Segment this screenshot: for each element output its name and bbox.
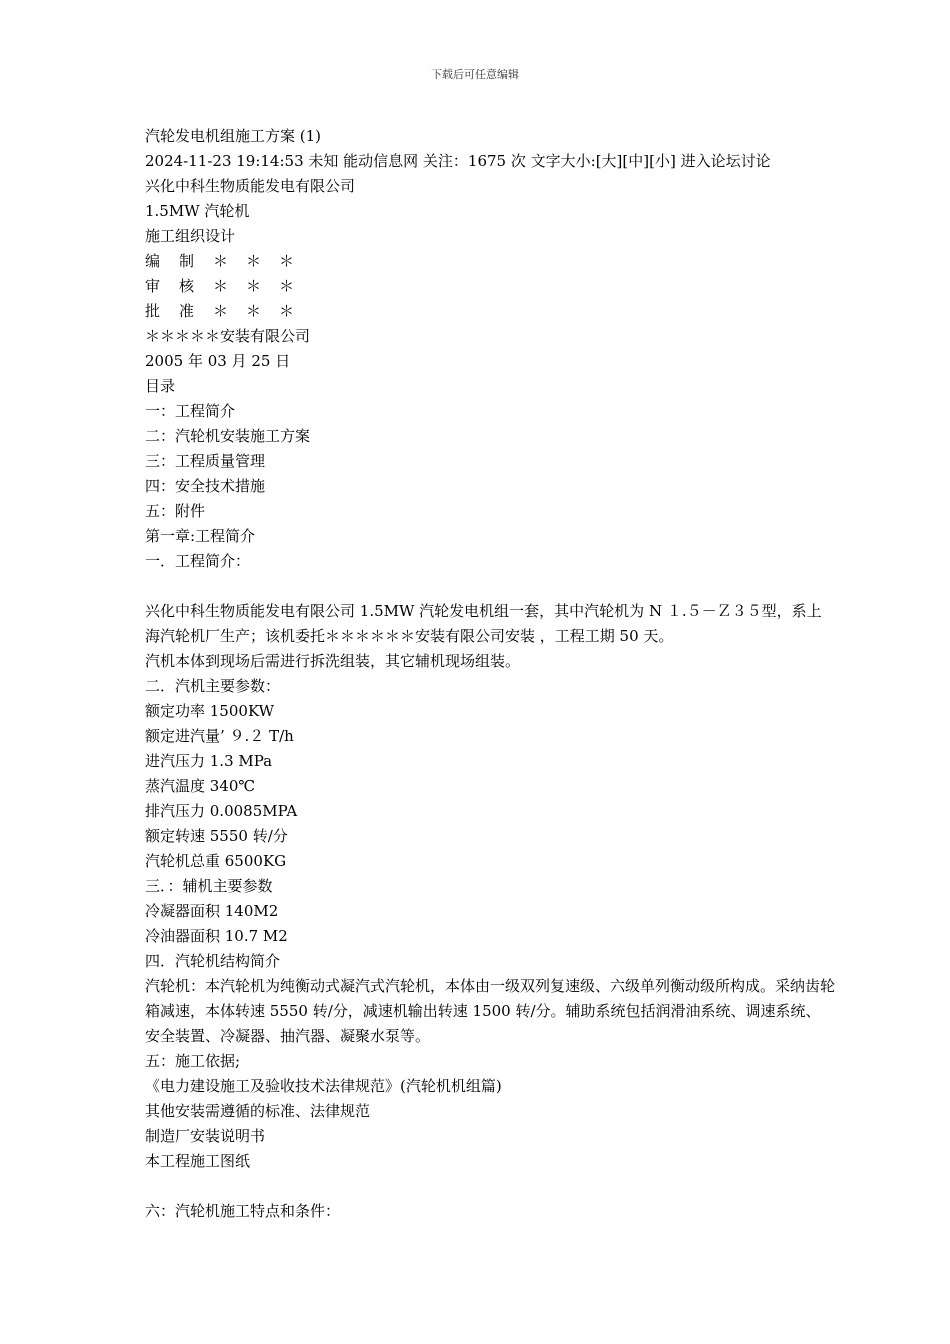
aux-param-item: 冷油器面积 10.7 M2 xyxy=(145,927,288,945)
sign-star: ＊ xyxy=(279,277,295,295)
toc-item: 三：工程质量管理 xyxy=(145,452,266,470)
toc-item: 五：附件 xyxy=(145,502,206,520)
basis-item: 本工程施工图纸 xyxy=(145,1152,251,1170)
param-item: 蒸汽温度 340℃ xyxy=(145,777,256,795)
chapter-heading: 第一章:工程简介 xyxy=(145,527,256,545)
sign-label-char: 准 xyxy=(179,302,195,320)
sign-label-char: 核 xyxy=(179,277,195,295)
doc-meta: 2024-11-23 19:14:53 未知 能动信息网 关注：1675 次 文字大小:[大][中][小] 进入论坛讨论 xyxy=(145,152,771,170)
sign-row-review xyxy=(145,274,835,299)
turbine-model: 1.5MW 汽轮机 xyxy=(145,202,250,220)
toc-item: 四：安全技术措施 xyxy=(145,477,266,495)
sign-label-char: 审 xyxy=(145,277,161,295)
param-item: 汽轮机总重 6500KG xyxy=(145,852,287,870)
section-heading: 六：汽轮机施工特点和条件： xyxy=(145,1202,341,1220)
sign-row-approve xyxy=(145,299,835,324)
sign-star: ＊ xyxy=(279,252,295,270)
toc-title: 目录 xyxy=(145,377,176,395)
paragraph: 兴化中科生物质能发电有限公司 1.5MW 汽轮发电机组一套，其中汽轮机为 N １.５－Ｚ３５型，系上海汽轮机厂生产；该机委托＊＊＊＊＊＊安装有限公司安装 ，工程工期 50 天。 xyxy=(145,602,822,645)
blank-line xyxy=(145,574,835,599)
sign-star: ＊ xyxy=(246,302,262,320)
paragraph: 汽轮机：本汽轮机为纯衡动式凝汽式汽轮机，本体由一级双列复速级、六级单列衡动级所构成。采纳齿轮箱减速，本体转速 5550 转/分，减速机输出转速 1500 转/分。辅助系统包括润滑油系统、调速系统、安全装置、冷凝器、抽汽器、凝聚水泵等。 xyxy=(145,977,836,1045)
sign-row-compile xyxy=(145,249,835,274)
section-heading: 五：施工依据; xyxy=(145,1052,241,1070)
company-name: 兴化中科生物质能发电有限公司 xyxy=(145,177,356,195)
section-heading: 一．工程简介： xyxy=(145,552,251,570)
document-body xyxy=(145,124,835,1224)
toc-item: 一：工程简介 xyxy=(145,402,236,420)
section-heading: 二．汽机主要参数： xyxy=(145,677,281,695)
page-header-note: 下载后可任意编辑 xyxy=(431,68,519,81)
sign-star: ＊ xyxy=(246,277,262,295)
sign-star: ＊ xyxy=(246,252,262,270)
param-item: 额定进汽量’ ９.２ T/h xyxy=(145,727,294,745)
toc-item: 二：汽轮机安装施工方案 xyxy=(145,427,311,445)
sign-star: ＊ xyxy=(213,302,229,320)
blank-line xyxy=(145,1174,835,1199)
doc-date: 2005 年 03 月 25 日 xyxy=(145,352,291,370)
doc-title: 汽轮发电机组施工方案 (1) xyxy=(145,127,322,145)
sign-label-char: 批 xyxy=(145,302,161,320)
sign-star: ＊ xyxy=(213,277,229,295)
contractor-name: ＊＊＊＊＊安装有限公司 xyxy=(145,327,311,345)
basis-item: 其他安装需遵循的标准、法律规范 xyxy=(145,1102,371,1120)
basis-item: 《电力建设施工及验收技术法律规范》(汽轮机机组篇) xyxy=(145,1077,502,1095)
param-item: 进汽压力 1.3 MPa xyxy=(145,752,273,770)
sign-label-char: 编 xyxy=(145,252,161,270)
param-item: 额定转速 5550 转/分 xyxy=(145,827,288,845)
paragraph: 汽机本体到现场后需进行拆洗组装，其它辅机现场组装。 xyxy=(145,652,521,670)
basis-item: 制造厂安装说明书 xyxy=(145,1127,266,1145)
section-heading: 四．汽轮机结构简介 xyxy=(145,952,281,970)
section-heading: 三．：辅机主要参数 xyxy=(145,877,273,895)
sign-star: ＊ xyxy=(279,302,295,320)
sign-label-char: 制 xyxy=(179,252,195,270)
param-item: 额定功率 1500KW xyxy=(145,702,275,720)
param-item: 排汽压力 0.0085MPA xyxy=(145,802,298,820)
doc-type: 施工组织设计 xyxy=(145,227,236,245)
sign-star: ＊ xyxy=(213,252,229,270)
aux-param-item: 冷凝器面积 140M2 xyxy=(145,902,279,920)
